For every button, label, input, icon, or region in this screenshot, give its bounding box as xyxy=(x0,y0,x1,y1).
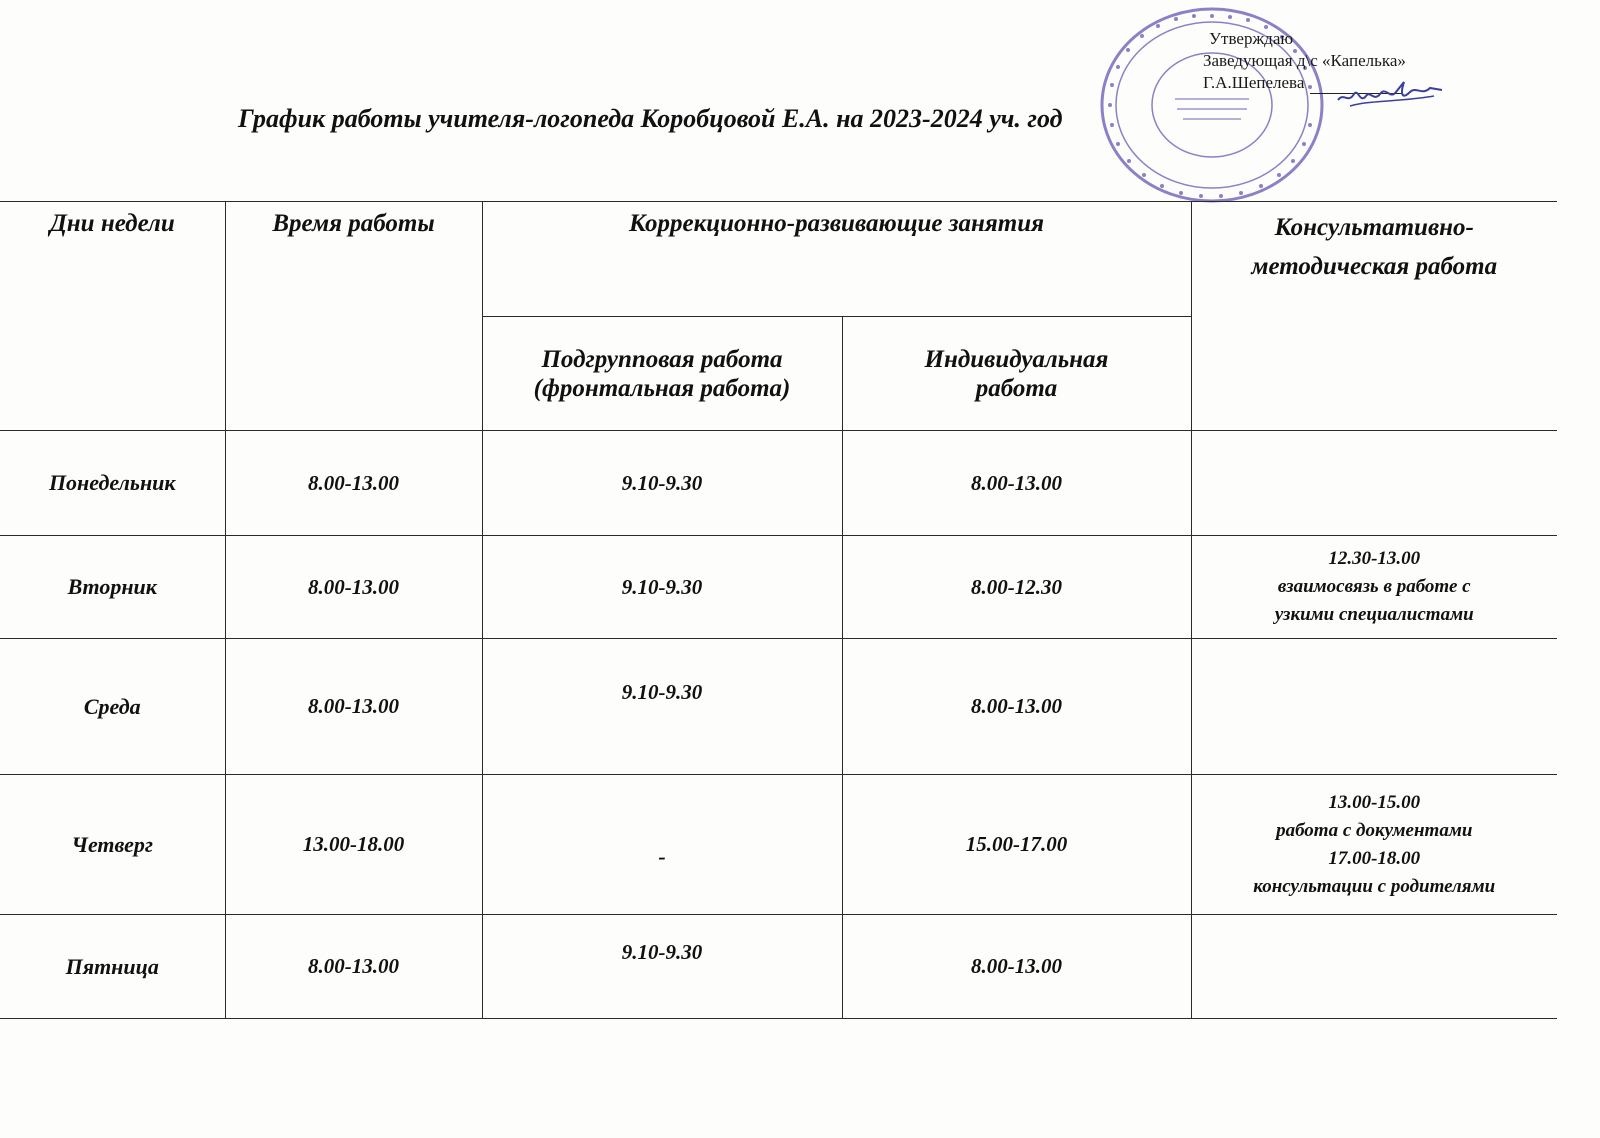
header-individual-text: Индивидуальная работа xyxy=(924,345,1109,402)
table-row xyxy=(0,536,1557,639)
individual-cell: 8.00-12.30 xyxy=(842,536,1191,639)
approval-name: Г.А.Шепелева xyxy=(1203,73,1305,92)
day-cell: Пятница xyxy=(0,915,225,1019)
consult-line: консультации с родителями xyxy=(1253,875,1496,897)
subgroup-value: 9.10-9.30 xyxy=(621,680,703,704)
subgroup-cell: 9.10-9.30 xyxy=(482,431,842,536)
header-correction: Коррекционно-развивающие занятия xyxy=(482,202,1191,317)
consult-line: узкими специалистами xyxy=(1274,604,1474,625)
individual-cell: 8.00-13.00 xyxy=(842,431,1191,536)
hours-cell: 8.00-13.00 xyxy=(225,915,482,1019)
subgroup-value: - xyxy=(658,843,666,869)
consult-cell xyxy=(1191,536,1557,639)
individual-cell: 8.00-13.00 xyxy=(842,639,1191,775)
consult-line: 17.00-18.00 xyxy=(1328,847,1421,869)
subgroup-cell xyxy=(482,639,842,775)
consult-cell xyxy=(1191,775,1557,915)
header-individual xyxy=(842,317,1191,431)
page-title: График работы учителя-логопеда Коробцовой Е.А. на 2023-2024 уч. год xyxy=(238,104,1063,133)
header-consult-text: Консультативно-методическая работа xyxy=(1251,214,1498,280)
hours-cell: 13.00-18.00 xyxy=(225,775,482,915)
table-row xyxy=(0,775,1557,915)
hours-cell: 8.00-13.00 xyxy=(225,536,482,639)
day-cell: Понедельник xyxy=(0,431,225,536)
header-subgroup xyxy=(482,317,842,431)
approval-heading: Утверждаю xyxy=(1209,29,1294,48)
consult-line: взаимосвязь в работе с xyxy=(1277,576,1471,597)
subgroup-value: 9.10-9.30 xyxy=(621,940,703,964)
subgroup-cell xyxy=(482,915,842,1019)
table-row xyxy=(0,431,1557,536)
hours-cell: 8.00-13.00 xyxy=(225,639,482,775)
header-hours: Время работы xyxy=(225,202,482,431)
subgroup-cell xyxy=(482,775,842,915)
day-cell: Четверг xyxy=(0,775,225,915)
approval-position: Заведующая д\с «Капелька» xyxy=(1203,51,1406,70)
header-consult xyxy=(1191,202,1557,431)
header-days: Дни недели xyxy=(0,202,225,431)
consult-cell xyxy=(1191,431,1557,536)
consult-line: работа с документами xyxy=(1276,819,1473,841)
table-row xyxy=(0,915,1557,1019)
individual-cell: 15.00-17.00 xyxy=(842,775,1191,915)
schedule-table xyxy=(0,201,1557,1019)
individual-cell: 8.00-13.00 xyxy=(842,915,1191,1019)
header-subgroup-text: Подгрупповая работа (фронтальная работа) xyxy=(533,345,791,402)
hours-cell: 8.00-13.00 xyxy=(225,431,482,536)
consult-cell xyxy=(1191,639,1557,775)
handwritten-signature xyxy=(1330,70,1450,120)
table-row xyxy=(0,639,1557,775)
consult-line: 13.00-15.00 xyxy=(1328,791,1421,813)
day-cell: Среда xyxy=(0,639,225,775)
day-cell: Вторник xyxy=(0,536,225,639)
consult-line: 12.30-13.00 xyxy=(1328,548,1421,569)
consult-cell xyxy=(1191,915,1557,1019)
subgroup-cell: 9.10-9.30 xyxy=(482,536,842,639)
